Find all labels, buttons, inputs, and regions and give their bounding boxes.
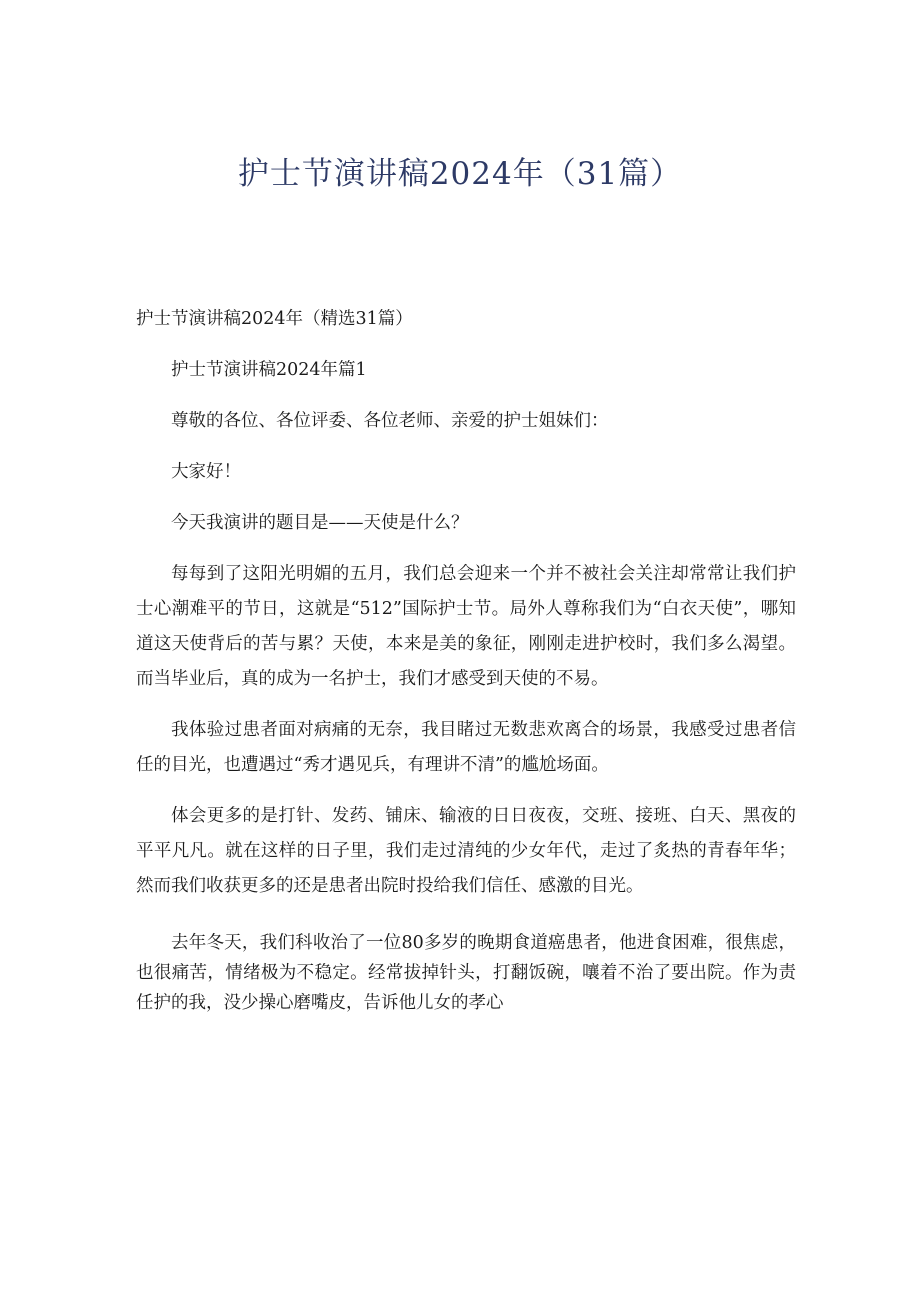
body-paragraph: 我体验过患者面对病痛的无奈，我目睹过无数悲欢离合的场景，我感受过患者信任的目光，也遭遇过“秀才遇见兵，有理讲不清”的尴尬场面。 (136, 720, 796, 775)
section-heading: 护士节演讲稿2024年篇1 (171, 360, 367, 380)
document-title: 护士节演讲稿2024年（31篇） (237, 156, 683, 192)
body-paragraph: 体会更多的是打针、发药、铺床、输液的日日夜夜，交班、接班、白天、黑夜的平平凡凡。就在这样的日子里，我们走过清纯的少女年代，走过了炙热的青春年华；然而我们收获更多的还是患者出院时投给我们信任、感激的目光。 (136, 806, 796, 896)
greeting: 大家好！ (171, 462, 241, 482)
body-paragraph-last: 去年冬天，我们科收治了一位80多岁的晚期食道癌患者，他进食困难，很焦虑，也很痛苦，情绪极为不稳定。经常拔掉针头，打翻饭碗，嚷着不治了要出院。作为责任护的我，没少操心磨嘴皮，告诉他儿女的孝心 (136, 933, 796, 1013)
document-subtitle: 护士节演讲稿2024年（精选31篇） (136, 309, 413, 329)
body-paragraph: 每每到了这阳光明媚的五月，我们总会迎来一个并不被社会关注却常常让我们护士心潮难平的节日，这就是“512”国际护士节。局外人尊称我们为“白衣天使”，哪知道这天使背后的苦与累？天使，本来是美的象征，刚刚走进护校时，我们多么渴望。而当毕业后，真的成为一名护士，我们才感受到天使的不易。 (136, 564, 796, 689)
salutation: 尊敬的各位、各位评委、各位老师、亲爱的护士姐妹们： (171, 411, 609, 431)
speech-topic: 今天我演讲的题目是——天使是什么？ (171, 513, 469, 533)
document-body (136, 302, 796, 1034)
